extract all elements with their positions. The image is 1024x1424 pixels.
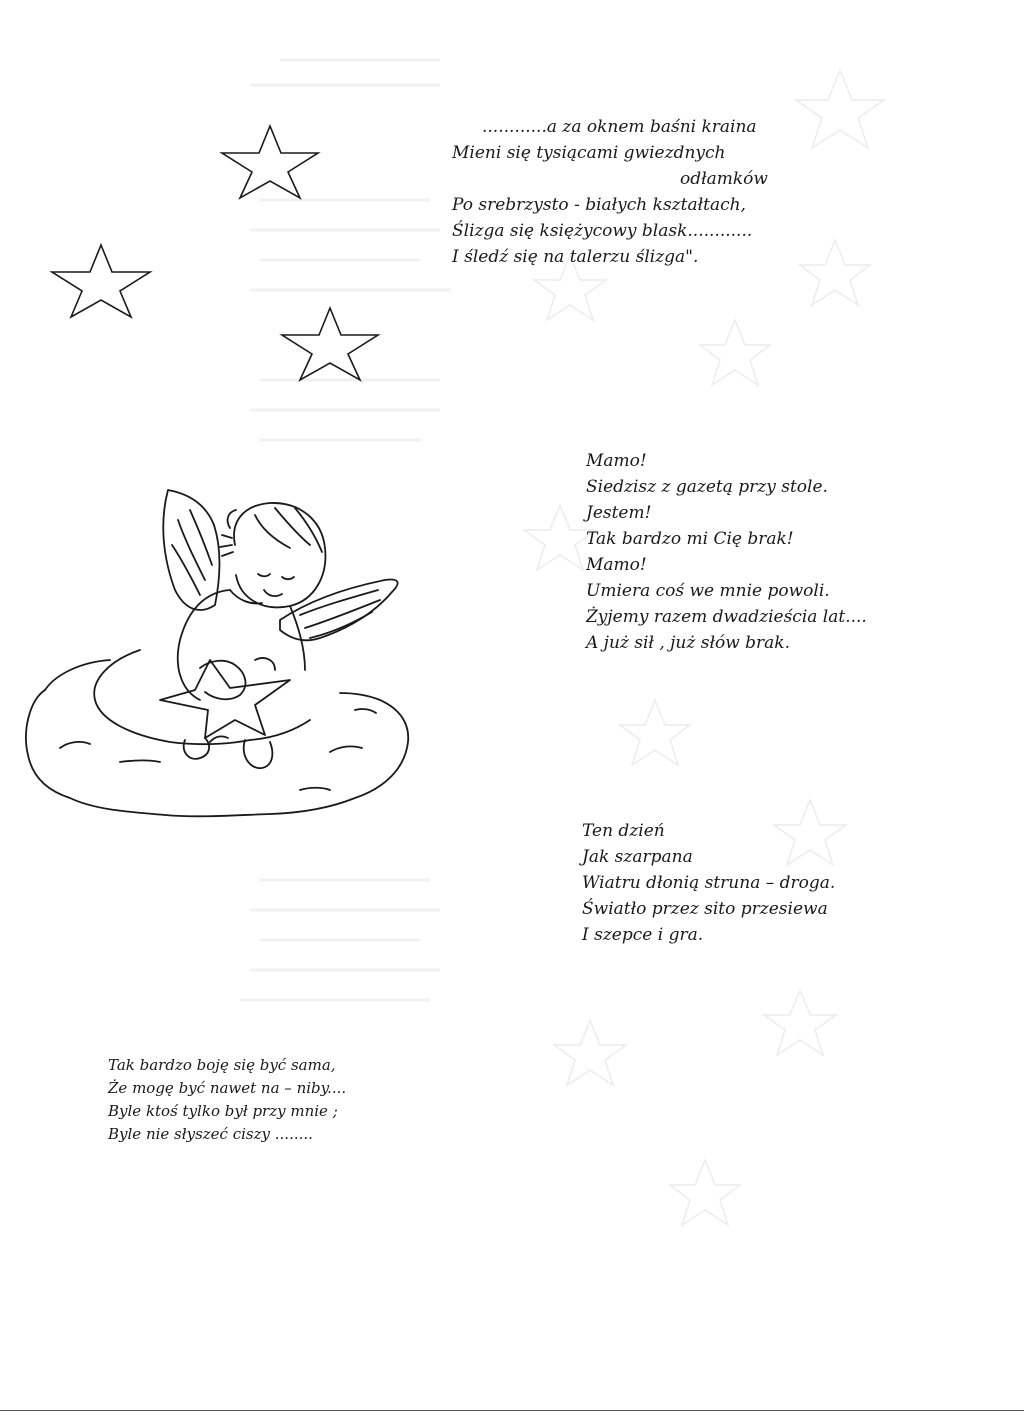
poem-line: Że mogę być nawet na – niby.... (108, 1079, 347, 1097)
poem-line: I śledź się na talerzu ślizga". (452, 247, 699, 267)
poem-line: Po srebrzysto - białych kształtach, (452, 195, 746, 215)
poem-mamo (586, 448, 867, 656)
right-wing (280, 580, 398, 641)
cloud-shape (26, 690, 408, 816)
poem-cisza (108, 1054, 346, 1146)
poem-ten-dzien (582, 818, 835, 948)
poem-line: Siedzisz z gazetą przy stole. (586, 477, 828, 497)
poem-line: A już sił , już słów brak. (586, 633, 790, 653)
poem-line: Mieni się tysiącami gwiezdnych (452, 143, 726, 163)
poem-line: Tak bardzo mi Cię brak! (586, 529, 794, 549)
poem-line: Jestem! (586, 503, 652, 523)
poem-line: Byle nie słyszeć ciszy ........ (108, 1125, 313, 1143)
angel-head (234, 503, 325, 607)
poem-line: ............a za oknem baśni kraina (482, 117, 757, 137)
poem-line: odłamków (680, 169, 768, 189)
poem-line: Umiera coś we mnie powoli. (586, 581, 830, 601)
poem-line: Wiatru dłonią struna – droga. (582, 873, 836, 893)
poem-line: Ślizga się księżycowy blask............ (452, 221, 753, 241)
poem-line: I szepce i gra. (582, 925, 704, 945)
angel-body (178, 590, 230, 700)
poem-line: Światło przez sito przesiewa (582, 899, 828, 919)
poem-line: Tak bardzo boję się być sama, (108, 1056, 336, 1074)
poem-line: Żyjemy razem dwadzieścia lat.... (586, 607, 867, 627)
poem-line: Byle ktoś tylko był przy mnie ; (108, 1102, 338, 1120)
scan-edge-divider (0, 1410, 1024, 1411)
poem-fairy-tale (452, 114, 768, 270)
poem-line: Jak szarpana (582, 847, 693, 867)
poem-line: Mamo! (586, 451, 647, 471)
poem-line: Mamo! (586, 555, 647, 575)
poem-line: Ten dzień (582, 821, 665, 841)
